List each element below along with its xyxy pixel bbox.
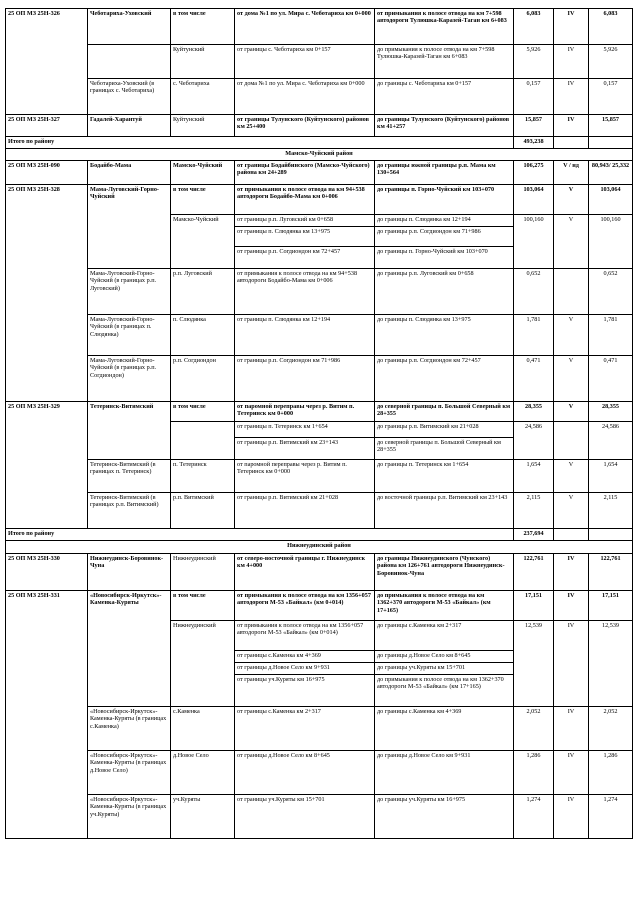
road-from: от примыкания к полосе отвода на км 94+538 автодороги Бодайбо-Мама км 0+006 xyxy=(235,269,375,315)
road-to: до границы уч.Куряты км 15+701 xyxy=(375,663,514,675)
table-row xyxy=(6,460,633,493)
road-total: 15,857 xyxy=(589,115,633,137)
road-to: до границы с.Каменка км 2+317 xyxy=(375,621,514,651)
road-from: от примыкания к полосе отвода на км 1356+057 автодороги М-53 «Байкал» (км 0+014) xyxy=(235,591,375,621)
road-code: 25 ОП МЗ 25Н-331 xyxy=(6,591,88,839)
district-total-label: Итого по району xyxy=(6,529,514,541)
road-total: 1,654 xyxy=(589,460,633,493)
road-code: 25 ОП МЗ 25Н-326 xyxy=(6,9,88,115)
table-row xyxy=(6,149,633,161)
road-length: 15,857 xyxy=(514,115,554,137)
road-length: 17,151 xyxy=(514,591,554,621)
road-to: до границы п. Горно-Чуйский км 103+070 xyxy=(375,247,514,269)
road-category: V xyxy=(554,460,589,493)
road-total: 2,052 xyxy=(589,707,633,751)
road-from: от границы с.Каменка км 2+317 xyxy=(235,707,375,751)
road-category: IV xyxy=(554,45,589,79)
road-to: до границы уч.Куряты км 16+975 xyxy=(375,795,514,839)
road-location: с. Чеботариха xyxy=(171,79,235,115)
road-from: от границы р.п. Витимский км 23+143 xyxy=(235,438,375,460)
road-to: до границы р.п. Согдиондон км 72+457 xyxy=(375,356,514,402)
road-from: от границы д.Новое Село км 8+645 xyxy=(235,751,375,795)
road-to: до примыкания к полосе отвода на км 1362+370 автодороги М-53 «Байкал» (км 17+165) xyxy=(375,675,514,707)
road-name: «Новосибирск-Иркутск»-Каменка-Куряты (в границах с.Каменка) xyxy=(88,707,171,751)
road-name: Мама-Луговский-Горно-Чуйский (в границах р.п. Луговский) xyxy=(88,269,171,315)
road-to: до границы п. Слюдянка км 13+975 xyxy=(375,315,514,356)
road-to: до северной границы п. Большой Северный км 28+355 xyxy=(375,402,514,422)
road-name: Тетеринск-Витимский xyxy=(88,402,171,460)
road-location: р.п. Луговский xyxy=(171,269,235,315)
road-to: до границы южной границы р.п. Мама км 130+564 xyxy=(375,161,514,185)
road-code: 25 ОП МЗ 25Н-327 xyxy=(6,115,88,137)
road-length: 100,160 xyxy=(514,215,554,269)
road-to: до примыкания к полосе отвода на км 1362+370 автодороги М-53 «Байкал» (км 17+165) xyxy=(375,591,514,621)
road-to: до границы р.п. Луговский км 0+658 xyxy=(375,269,514,315)
road-total: 0,652 xyxy=(589,269,633,315)
road-to: до границы Нижнеудинского (Чунского) района км 126+761 автодороги Нижнеудинск-Боровинок-Чуна xyxy=(375,554,514,591)
table-row xyxy=(6,493,633,529)
road-from: от границы Бодайбинского (Мамско-Чуйского) района км 24+289 xyxy=(235,161,375,185)
road-total: 28,355 xyxy=(589,402,633,422)
road-name: Тетеринск-Витимский (в границах п. Тетеринск) xyxy=(88,460,171,493)
road-total: 100,160 xyxy=(589,215,633,269)
table-row xyxy=(6,554,633,591)
road-code: 25 ОП МЗ 25Н-329 xyxy=(6,402,88,529)
road-length: 2,052 xyxy=(514,707,554,751)
road-location: в том числе xyxy=(171,9,235,45)
road-total: 2,115 xyxy=(589,493,633,529)
table-row xyxy=(6,402,633,422)
road-total: 12,539 xyxy=(589,621,633,707)
road-to: до границы Тулунского (Куйтунского) районов км 41+257 xyxy=(375,115,514,137)
road-total: 24,586 xyxy=(589,422,633,460)
road-location: Мамско-Чуйский xyxy=(171,161,235,185)
road-location: п. Тетеринск xyxy=(171,460,235,493)
road-total: 5,926 xyxy=(589,45,633,79)
road-total: 17,151 xyxy=(589,591,633,621)
road-name: «Новосибирск-Иркутск»-Каменка-Куряты (в границах уч.Куряты) xyxy=(88,795,171,839)
road-category: IV xyxy=(554,9,589,45)
road-to: до границы р.п. Согдиондон км 71+986 xyxy=(375,227,514,247)
road-to: до границы д.Новое Село км 8+645 xyxy=(375,651,514,663)
road-length: 0,652 xyxy=(514,269,554,315)
road-length: 1,654 xyxy=(514,460,554,493)
district-total-value: 237,694 xyxy=(514,529,554,541)
road-name: «Новосибирск-Иркутск»-Каменка-Куряты xyxy=(88,591,171,707)
road-location: Куйтунский xyxy=(171,45,235,79)
road-total: 0,471 xyxy=(589,356,633,402)
road-from: от границы р.п. Витимский км 21+028 xyxy=(235,493,375,529)
table-row xyxy=(6,315,633,356)
road-code: 25 ОП МЗ 25Н-330 xyxy=(6,554,88,591)
road-name: Тетеринск-Витимский (в границах р.п. Витимский) xyxy=(88,493,171,529)
road-to: до границы с. Чеботариха км 0+157 xyxy=(375,79,514,115)
road-to: до границы д.Новое Село км 9+931 xyxy=(375,751,514,795)
road-from: от границы п. Тетеринск км 1+654 xyxy=(235,422,375,438)
road-code: 25 ОП МЗ 25Н-090 xyxy=(6,161,88,185)
road-code: 25 ОП МЗ 25Н-328 xyxy=(6,185,88,402)
road-category: IV xyxy=(554,79,589,115)
table-row xyxy=(6,795,633,839)
road-length: 6,083 xyxy=(514,9,554,45)
road-location: с.Каменка xyxy=(171,707,235,751)
table-row xyxy=(6,529,633,541)
road-category xyxy=(554,269,589,315)
road-to: от примыкания к полосе отвода на км 7+598 автодороги Тулюшка-Каразей-Таган км 6+083 xyxy=(375,9,514,45)
road-total: 103,064 xyxy=(589,185,633,215)
road-to: до границы с.Каменка км 4+369 xyxy=(375,707,514,751)
road-name: Мама-Луговский-Горно-Чуйский (в границах п. Слюдянка) xyxy=(88,315,171,356)
road-category: V xyxy=(554,402,589,422)
region-header: Нижнеудинский район xyxy=(6,541,633,554)
road-length: 2,115 xyxy=(514,493,554,529)
road-location: п. Слюдянка xyxy=(171,315,235,356)
road-total: 80,943/ 25,332 xyxy=(589,161,633,185)
table-row xyxy=(6,115,633,137)
table-row xyxy=(6,45,633,79)
road-length: 24,586 xyxy=(514,422,554,460)
road-from: от границы с.Каменка км 4+369 xyxy=(235,651,375,663)
roads-table xyxy=(5,8,633,839)
road-location: Куйтунский xyxy=(171,115,235,137)
road-category: IV xyxy=(554,591,589,621)
road-length: 106,275 xyxy=(514,161,554,185)
district-total-label: Итого по району xyxy=(6,137,514,149)
road-location: д.Новое Село xyxy=(171,751,235,795)
road-length: 1,274 xyxy=(514,795,554,839)
road-name: Чеботариха-Уховский (в границах с. Чеботариха) xyxy=(88,79,171,115)
table-row xyxy=(6,591,633,621)
road-location: уч.Куряты xyxy=(171,795,235,839)
road-from: от примыкания к полосе отвода на км 94+538 автодороги Бодайбо-Мама км 0+006 xyxy=(235,185,375,215)
road-length: 28,355 xyxy=(514,402,554,422)
road-to: до границы р.п. Витимский км 21+028 xyxy=(375,422,514,438)
road-category: V xyxy=(554,185,589,215)
table-row xyxy=(6,751,633,795)
road-from: от границы п. Слюдянка км 12+194 xyxy=(235,315,375,356)
road-from: от северо-восточной границы г. Нижнеудинск км 4+000 xyxy=(235,554,375,591)
table-row xyxy=(6,185,633,215)
road-from: от границы р.п. Согдиондон км 71+986 xyxy=(235,356,375,402)
road-category: V xyxy=(554,356,589,402)
road-from: от границы с. Чеботариха км 0+157 xyxy=(235,45,375,79)
road-category: IV xyxy=(554,554,589,591)
road-from: от границы р.п. Согдиондон км 72+457 xyxy=(235,247,375,269)
road-location: р.п. Витимский xyxy=(171,493,235,529)
road-to: до границы п. Горно-Чуйский км 103+070 xyxy=(375,185,514,215)
road-total: 1,781 xyxy=(589,315,633,356)
road-to: до границы п. Тетеринск км 1+654 xyxy=(375,460,514,493)
road-from: от границы уч.Куряты км 15+701 xyxy=(235,795,375,839)
road-location: Нижнеудинский xyxy=(171,554,235,591)
road-from: от границы Тулунского (Куйтунского) районов км 25+400 xyxy=(235,115,375,137)
road-category: IV xyxy=(554,795,589,839)
road-from: от дома №1 по ул. Мира с. Чеботариха км 0+000 xyxy=(235,9,375,45)
road-location: в том числе xyxy=(171,402,235,422)
road-to: до границы п. Слюдянка км 12+194 xyxy=(375,215,514,227)
road-category: V xyxy=(554,215,589,269)
road-name: «Новосибирск-Иркутск»-Каменка-Куряты (в границах д.Новое Село) xyxy=(88,751,171,795)
road-length: 1,286 xyxy=(514,751,554,795)
road-length: 122,761 xyxy=(514,554,554,591)
road-to: до восточной границы р.п. Витимский км 23+143 xyxy=(375,493,514,529)
road-total: 122,761 xyxy=(589,554,633,591)
road-name xyxy=(88,45,171,79)
district-total-value: 493,238 xyxy=(514,137,554,149)
road-to: до примыкания к полосе отвода на км 7+598 Тулюшка-Каразей-Таган км 6+083 xyxy=(375,45,514,79)
table-row xyxy=(6,137,633,149)
road-total: 1,274 xyxy=(589,795,633,839)
road-from: от границы р.п. Луговский км 0+658 xyxy=(235,215,375,227)
table-row xyxy=(6,9,633,45)
road-from: от паромной переправы через р. Витим п. Тетеринск км 0+000 xyxy=(235,402,375,422)
road-length: 0,157 xyxy=(514,79,554,115)
road-from: от границы д.Новое Село км 9+931 xyxy=(235,663,375,675)
road-from: от границы п. Слюдянка км 13+975 xyxy=(235,227,375,247)
road-location: Мамско-Чуйский xyxy=(171,215,235,269)
road-total: 0,157 xyxy=(589,79,633,115)
road-total: 6,083 xyxy=(589,9,633,45)
table-row xyxy=(6,707,633,751)
road-location: Нижнеудинский xyxy=(171,621,235,707)
road-category xyxy=(554,422,589,460)
road-location: в том числе xyxy=(171,185,235,215)
region-header: Мамско-Чуйский район xyxy=(6,149,633,161)
road-category: IV xyxy=(554,621,589,707)
road-from: от паромной переправы через р. Витим п. Тетеринск км 0+000 xyxy=(235,460,375,493)
table-row xyxy=(6,79,633,115)
road-name: Бодайбо-Мама xyxy=(88,161,171,185)
road-name: Мама-Луговский-Горно-Чуйский xyxy=(88,185,171,269)
road-location: р.п. Согдиондон xyxy=(171,356,235,402)
table-row xyxy=(6,541,633,554)
table-row xyxy=(6,269,633,315)
road-category: IV xyxy=(554,751,589,795)
road-name: Нижнеудинск-Боровинок-Чуна xyxy=(88,554,171,591)
road-to: до северной границы п. Большой Северный км 28+355 xyxy=(375,438,514,460)
road-name: Гадалей-Харантуй xyxy=(88,115,171,137)
road-length: 5,926 xyxy=(514,45,554,79)
road-category: V xyxy=(554,315,589,356)
road-length: 12,539 xyxy=(514,621,554,707)
road-location xyxy=(171,422,235,460)
road-name: Чеботариха-Уховский xyxy=(88,9,171,45)
road-location: в том числе xyxy=(171,591,235,621)
road-from: от примыкания к полосе отвода на км 1356+057 автодороги М-53 «Байкал» (км 0+014) xyxy=(235,621,375,651)
road-from: от границы уч.Куряты км 16+975 xyxy=(235,675,375,707)
road-length: 0,471 xyxy=(514,356,554,402)
road-from: от дома №1 по ул. Мира с. Чеботариха км 0+000 xyxy=(235,79,375,115)
road-category: V xyxy=(554,493,589,529)
road-name: Мама-Луговский-Горно-Чуйский (в границах р.п. Согдиондон) xyxy=(88,356,171,402)
road-category: V / нд xyxy=(554,161,589,185)
road-category: IV xyxy=(554,115,589,137)
road-length: 1,781 xyxy=(514,315,554,356)
road-length: 103,064 xyxy=(514,185,554,215)
road-total: 1,286 xyxy=(589,751,633,795)
table-row xyxy=(6,356,633,402)
table-row xyxy=(6,161,633,185)
road-category: IV xyxy=(554,707,589,751)
